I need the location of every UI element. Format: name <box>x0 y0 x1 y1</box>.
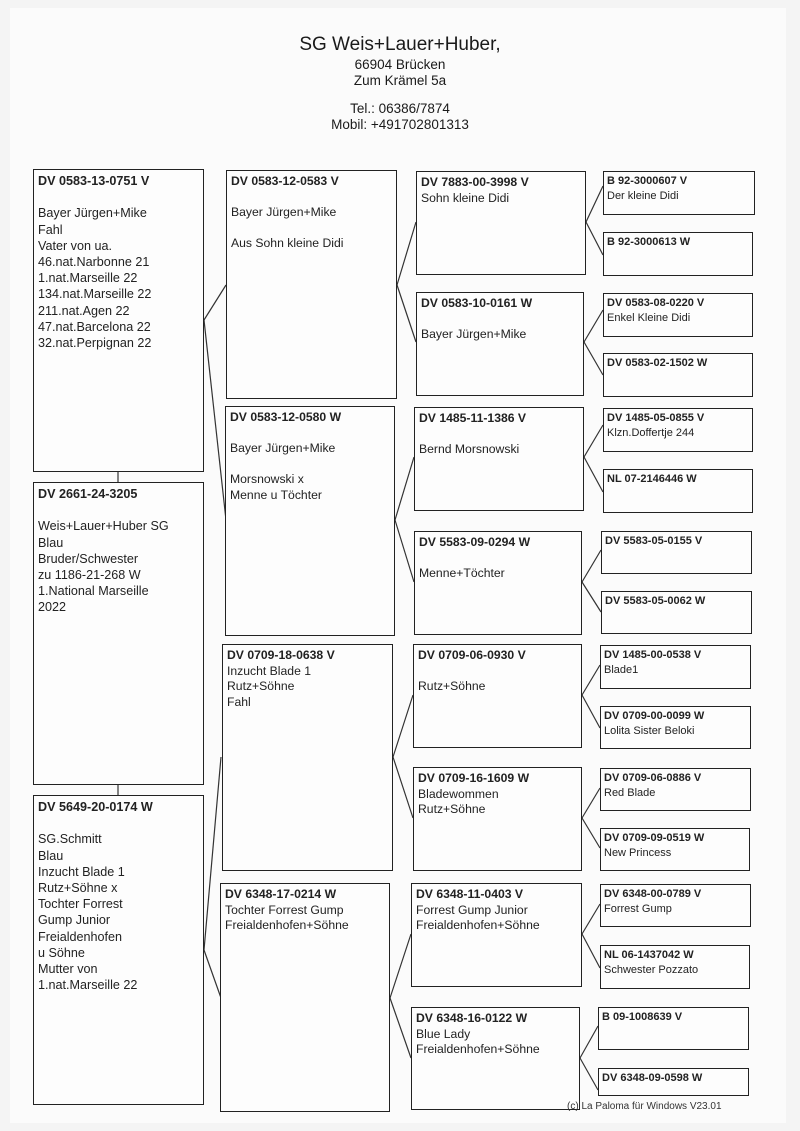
ring-number: DV 0709-09-0519 W <box>604 832 705 844</box>
pigeon-great-grandparent[interactable] <box>411 883 582 987</box>
pigeon-info-line: Bayer Jürgen+Mike <box>421 327 527 342</box>
pigeon-info-line: Bayer Jürgen+Mike <box>231 205 337 220</box>
breeder-mobile: Mobil: +491702801313 <box>331 117 469 133</box>
pigeon-info-line: Enkel Kleine Didi <box>607 311 691 324</box>
pigeon-info-line: Bayer Jürgen+Mike <box>230 441 336 456</box>
pigeon-info-line: Der kleine Didi <box>607 189 679 202</box>
pigeon-info-line: u Söhne <box>38 945 85 960</box>
pigeon-info-line: Gump Junior <box>38 913 111 928</box>
pigeon-grandparent[interactable] <box>220 883 390 1112</box>
pigeon-info-line: Bayer Jürgen+Mike <box>38 206 147 221</box>
pigeon-info-line: Rutz+Söhne x <box>38 881 118 895</box>
ring-number: DV 0709-06-0886 V <box>604 772 702 784</box>
breeder-name: SG Weis+Lauer+Huber, <box>299 34 501 55</box>
pigeon-info-line: Menne u Töchter <box>230 487 322 502</box>
pigeon-grandparent[interactable] <box>226 170 397 399</box>
pigeon-ancestor[interactable] <box>603 353 753 397</box>
pigeon-info-line: 46.nat.Narbonne 21 <box>38 255 150 269</box>
pigeon-info-line: Fahl <box>38 222 63 237</box>
ring-number: DV 0709-18-0638 V <box>227 648 335 662</box>
pigeon-info-line: Bladewommen <box>418 786 499 801</box>
pigeon-info-line: Aus Sohn kleine Didi <box>231 236 344 251</box>
pigeon-info-line: Forrest Gump <box>604 902 672 915</box>
pigeon-info-line: Red Blade <box>604 786 656 799</box>
pigeon-ancestor[interactable] <box>598 1068 749 1096</box>
pigeon-ancestor[interactable] <box>600 884 751 927</box>
pigeon-info-line: Rutz+Söhne <box>418 679 486 694</box>
pigeon-info-line: Rutz+Söhne <box>227 679 295 694</box>
ring-number: DV 0709-16-1609 W <box>418 771 530 785</box>
pigeon-info-line: 32.nat.Perpignan 22 <box>38 336 152 351</box>
pigeon-great-grandparent[interactable] <box>414 531 582 635</box>
ring-number: DV 0583-08-0220 V <box>607 297 705 309</box>
ring-number: DV 5583-09-0294 W <box>419 535 531 549</box>
pigeon-info-line: Inzucht Blade 1 <box>38 864 125 879</box>
ring-number: DV 1485-05-0855 V <box>607 412 705 424</box>
pigeon-info-line: Freialdenhofen <box>38 929 123 944</box>
pigeon-info-line: Rutz+Söhne <box>418 802 486 817</box>
ring-number: B 09-1008639 V <box>602 1011 683 1023</box>
pigeon-info-line: Fahl <box>227 694 251 709</box>
pigeon-ancestor[interactable] <box>600 828 750 871</box>
pigeon-info-line: Inzucht Blade 1 <box>227 663 312 678</box>
ring-number: DV 0709-06-0930 V <box>418 648 526 662</box>
ring-number: DV 5583-05-0062 W <box>605 595 706 607</box>
ring-number: DV 6348-11-0403 V <box>416 887 524 901</box>
pigeon-info-line: Freialdenhofen+Söhne <box>416 1042 540 1057</box>
pigeon-info-line: Tochter Forrest Gump <box>225 902 344 917</box>
pigeon-great-grandparent[interactable] <box>411 1007 580 1110</box>
pigeon-great-grandparent[interactable] <box>416 171 586 275</box>
pigeon-subject[interactable] <box>33 482 204 785</box>
pigeon-grandparent[interactable] <box>222 644 393 871</box>
pigeon-great-grandparent[interactable] <box>413 767 582 871</box>
pigeon-ancestor[interactable] <box>600 945 750 989</box>
pigeon-info-line: 2022 <box>38 600 67 615</box>
pigeon-info-line: 211.nat.Agen 22 <box>38 303 130 318</box>
pigeon-info-line: Bruder/Schwester <box>38 551 139 566</box>
ring-number: DV 2661-24-3205 <box>38 487 138 501</box>
pigeon-info-line: Weis+Lauer+Huber SG <box>38 519 169 534</box>
ring-number: DV 1485-11-1386 V <box>419 411 527 425</box>
pigeon-grandparent[interactable] <box>225 406 395 636</box>
pigeon-info-line: SG.Schmitt <box>38 832 102 847</box>
pigeon-info-line: Sohn kleine Didi <box>421 190 510 205</box>
pigeon-ancestor[interactable] <box>598 1007 749 1050</box>
ring-number: DV 6348-16-0122 W <box>416 1011 528 1025</box>
ring-number: DV 6348-17-0214 W <box>225 887 337 901</box>
pigeon-ancestor[interactable] <box>603 293 753 337</box>
pigeon-info-line: 1.National Marseille <box>38 584 149 599</box>
breeder-street: Zum Krämel 5a <box>353 72 447 88</box>
ring-number: DV 0709-00-0099 W <box>604 710 705 722</box>
pigeon-ancestor[interactable] <box>603 469 753 513</box>
breeder-phone: Tel.: 06386/7874 <box>350 101 450 117</box>
pigeon-ancestor[interactable] <box>603 232 753 276</box>
pigeon-info-line: Blade1 <box>604 663 639 676</box>
pigeon-info-line: 1.nat.Marseille 22 <box>38 271 138 286</box>
pigeon-great-grandparent[interactable] <box>413 644 582 748</box>
pigeon-ancestor[interactable] <box>601 591 752 634</box>
pigeon-info-line: Lolita Sister Beloki <box>604 724 695 737</box>
pigeon-ancestor[interactable] <box>600 706 751 749</box>
pigeon-info-line: 134.nat.Marseille 22 <box>38 287 152 302</box>
pigeon-info-line: Menne+Töchter <box>419 566 505 581</box>
pigeon-info-line: Blau <box>38 535 64 550</box>
ring-number: DV 1485-00-0538 V <box>604 649 702 661</box>
ring-number: DV 5649-20-0174 W <box>38 800 153 814</box>
pigeon-info-line: Bernd Morsnowski <box>419 442 520 457</box>
pigeon-info-line: New Princess <box>604 846 672 859</box>
ring-number: DV 6348-09-0598 W <box>602 1072 703 1084</box>
pigeon-info-line: Vater von ua. <box>38 238 112 253</box>
pigeon-great-grandparent[interactable] <box>414 407 584 511</box>
breeder-zip-city: 66904 Brücken <box>354 56 446 72</box>
software-credit: (c) La Paloma für Windows V23.01 <box>567 1101 722 1112</box>
ring-number: NL 07-2146446 W <box>607 473 697 485</box>
pigeon-great-grandparent[interactable] <box>416 292 584 396</box>
pigeon-info-line: Mutter von <box>38 962 98 977</box>
pigeon-ancestor[interactable] <box>603 171 755 215</box>
ring-number: DV 0583-02-1502 W <box>607 357 708 369</box>
ring-number: DV 0583-10-0161 W <box>421 296 533 310</box>
ring-number: DV 6348-00-0789 V <box>604 888 702 900</box>
pigeon-info-line: Blau <box>38 848 64 863</box>
pigeon-ancestor[interactable] <box>603 408 753 452</box>
ring-number: DV 0583-13-0751 V <box>38 174 150 188</box>
pigeon-info-line: Morsnowski x <box>230 472 304 487</box>
ring-number: DV 0583-12-0583 V <box>231 174 339 188</box>
pigeon-info-line: Klzn.Doffertje 244 <box>607 426 695 439</box>
pigeon-ancestor[interactable] <box>600 645 751 689</box>
pigeon-info-line: 47.nat.Barcelona 22 <box>38 319 151 334</box>
pigeon-info-line: Freialdenhofen+Söhne <box>416 918 540 933</box>
ring-number: NL 06-1437042 W <box>604 949 694 961</box>
ring-number: B 92-3000613 W <box>607 236 691 248</box>
pigeon-info-line: zu 1186-21-268 W <box>38 568 141 582</box>
ring-number: DV 7883-00-3998 V <box>421 175 529 189</box>
pigeon-ancestor[interactable] <box>600 768 751 811</box>
pigeon-info-line: 1.nat.Marseille 22 <box>38 978 138 993</box>
pigeon-info-line: Tochter Forrest <box>38 897 123 912</box>
pigeon-dam[interactable] <box>33 795 204 1105</box>
ring-number: DV 0583-12-0580 W <box>230 410 342 424</box>
pigeon-sire[interactable] <box>33 169 204 472</box>
pigeon-info-line: Blue Lady <box>416 1026 471 1041</box>
ring-number: DV 5583-05-0155 V <box>605 535 703 547</box>
pigeon-ancestor[interactable] <box>601 531 752 574</box>
ring-number: B 92-3000607 V <box>607 175 688 187</box>
pigeon-info-line: Forrest Gump Junior <box>416 902 528 917</box>
pigeon-info-line: Schwester Pozzato <box>604 963 699 976</box>
pigeon-info-line: Freialdenhofen+Söhne <box>225 918 349 933</box>
